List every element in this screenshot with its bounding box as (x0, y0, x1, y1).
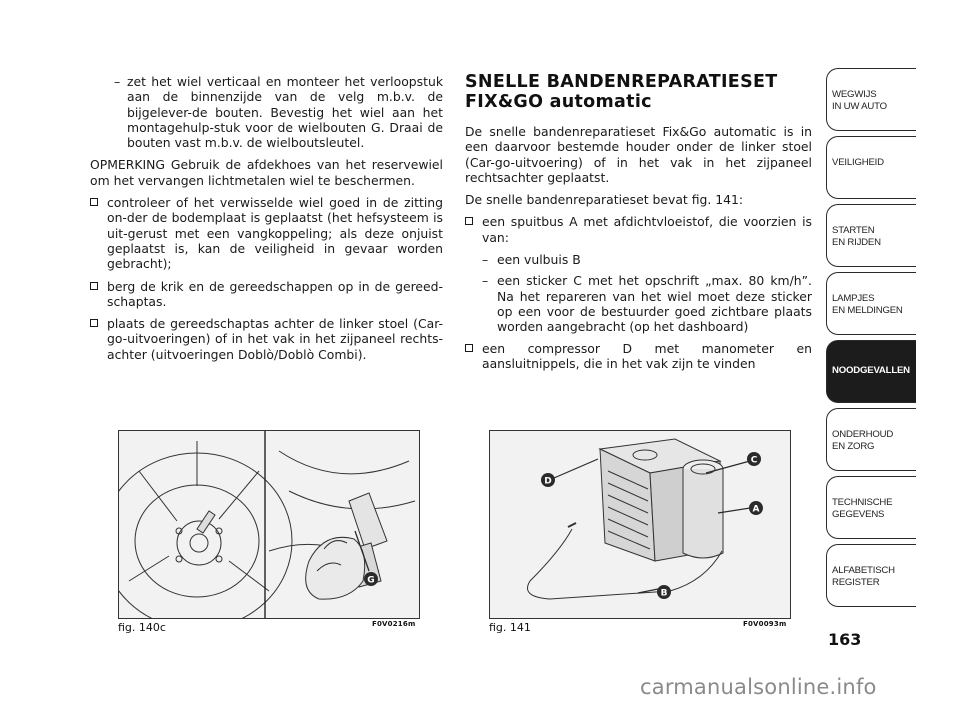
dash-marker: – (482, 252, 489, 268)
tab-label: LAMPJES (832, 293, 875, 304)
tab-noodgevallen[interactable] (826, 340, 916, 403)
sub-item (465, 273, 812, 334)
callout-g-label: G (367, 575, 375, 586)
bullet-text: berg de krik en de gereedschappen op in de gereed-schaptas. (107, 278, 443, 309)
bullet-text: een spuitbus A met afdichtvloeistof, die voorzien is van: (482, 214, 812, 245)
tab-label: REGISTER (832, 576, 880, 588)
tab-label: IN UW AUTO (832, 100, 887, 112)
tab-label: TECHNISCHE (832, 497, 893, 508)
bullet-text: plaats de gereedschaptas achter de linker stoel (Car-go-uitvoeringen) of in het vak in het zijpaneel rechts-achter (uitvoeringen Doblò/Doblò Combi). (107, 316, 443, 362)
bullet-text: controleer of het verwisselde wiel goed in de zitting on-der de bodemplaat is geplaatst (het hefsysteem is uit-gerust met een vangkoppeling; als deze onjuist geplaatst is, kan de veiligheid in gevaar worden gebracht); (107, 195, 443, 272)
tab-label: EN MELDINGEN (832, 304, 903, 316)
tab-alfabetisch-register[interactable] (826, 544, 916, 607)
tab-label: GEGEVENS (832, 508, 885, 520)
section-title-line1: SNELLE BANDENREPARATIESET (465, 72, 778, 92)
sub-item (465, 252, 812, 267)
tab-label: NOODGEVALLEN (832, 365, 910, 376)
sub-item-text: een vulbuis B (497, 252, 581, 268)
figure-140c (118, 430, 420, 619)
tab-veiligheid[interactable] (826, 136, 916, 199)
callout-d-label: D (544, 476, 552, 487)
bullet-item (90, 279, 443, 310)
page-number: 163 (828, 630, 862, 649)
watermark: carmanualsonline.info (640, 675, 877, 699)
tab-label: STARTEN (832, 225, 875, 236)
tab-label: ALFABETISCH (832, 565, 895, 576)
bullet-text: een compressor D met manometer en aansluitnippels, die in het vak zijn te vinden (482, 340, 812, 371)
checkbox-bullet-icon (90, 319, 98, 327)
contents-intro: De snelle bandenreparatieset bevat fig. 141: (465, 192, 744, 208)
tab-label: EN RIJDEN (832, 236, 881, 248)
dash-marker: – (114, 74, 121, 89)
section-title-line2: FIX&GO automatic (465, 92, 652, 112)
checkbox-bullet-icon (90, 198, 98, 206)
sub-item-text: een sticker C met het opschrift „max. 80 km/h”. Na het repareren van het wiel moet deze sticker op een voor de bestuurder goed zichtbare plaats worden aangebracht (op het dashboard) (497, 273, 812, 335)
figure-140c-code: F0V0216m (372, 620, 416, 628)
tab-wegwijs[interactable] (826, 68, 916, 131)
figure-141-label: fig. 141 (489, 621, 531, 634)
dash-marker: – (482, 273, 489, 289)
tab-onderhoud[interactable] (826, 408, 916, 471)
callout-a-label: A (752, 504, 760, 515)
callout-b-label: B (660, 588, 668, 599)
checkbox-bullet-icon (90, 282, 98, 290)
figure-141-code: F0V0093m (743, 620, 787, 628)
intro-paragraph: De snelle bandenreparatieset Fix&Go automatic is in een daarvoor bestemde houder onder de linker stoel (Car-go-uitvoering) of in het vak in het zijpaneel rechtsachter geplaatst. (465, 124, 812, 185)
section-title (465, 72, 812, 112)
checkbox-bullet-icon (465, 344, 473, 352)
left-column (90, 74, 443, 369)
right-column (465, 72, 812, 378)
dash-item-text: zet het wiel verticaal en monteer het verloopstuk aan de binnenzijde van de velg m.b.v. de bijgelever-de bouten. Bevestig het wiel aan het montagehulp-stuk voor de wielbouten G. Draai de bouten vast m.b.v. de wielboutsleutel. (127, 74, 443, 151)
note-paragraph: OPMERKING Gebruik de afdekhoes van het reservewiel om het vervangen lichtmetalen wiel te beschermen. (90, 157, 443, 188)
checkbox-bullet-icon (465, 217, 473, 225)
figure-141 (489, 430, 791, 619)
dash-item (90, 74, 443, 150)
tab-lampjes[interactable] (826, 272, 916, 335)
bullet-item (465, 214, 812, 245)
tab-label: VEILIGHEID (832, 157, 884, 168)
section-tabs (826, 68, 916, 612)
repair-kit-illustration (490, 431, 790, 618)
callout-c-label: C (750, 455, 758, 466)
tab-label: EN ZORG (832, 440, 875, 452)
tab-label: WEGWIJS (832, 89, 877, 100)
wheel-mount-illustration (119, 431, 419, 618)
bullet-item (465, 341, 812, 372)
bullet-item (90, 195, 443, 271)
tab-starten[interactable] (826, 204, 916, 267)
figure-140c-label: fig. 140c (118, 621, 166, 634)
tab-label: ONDERHOUD (832, 429, 894, 440)
bullet-item (90, 316, 443, 362)
tab-technische-gegevens[interactable] (826, 476, 916, 539)
